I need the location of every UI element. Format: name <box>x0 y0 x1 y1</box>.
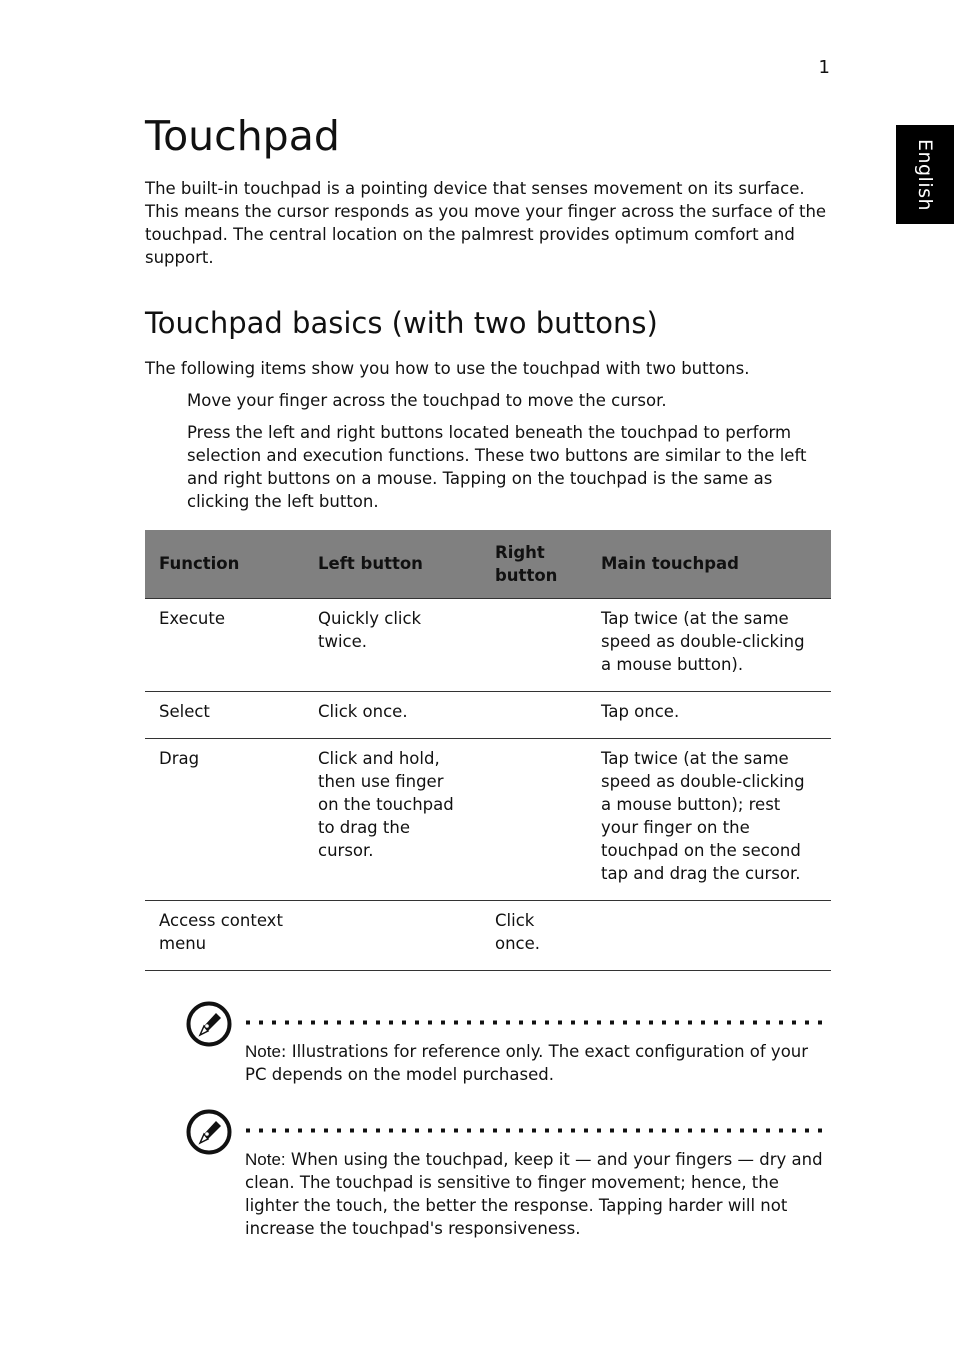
table-cell: Quickly click twice. <box>304 598 481 691</box>
table-cell <box>481 598 587 691</box>
dotted-separator <box>246 1128 831 1133</box>
table-cell <box>481 691 587 738</box>
table-cell: Click and hold, then use finger on the touchpad to drag the cursor. <box>304 738 481 900</box>
table-cell: Tap twice (at the same speed as double-clicking a mouse button); rest your finger on the touchpad on the second tap and drag the cursor. <box>587 738 831 900</box>
note-text <box>245 1040 830 1086</box>
note-pen-icon <box>185 1108 233 1156</box>
table-cell: Execute <box>145 598 304 691</box>
note-box <box>185 1000 835 1100</box>
section-lead: The following items show you how to use the touchpad with two buttons. <box>145 359 750 378</box>
note-body: When using the touchpad, keep it — and your fingers — dry and clean. The touchpad is sensitive to finger movement; hence, the lighter the touch, the better the response. Tapping harder will not increase the touchpad's responsiveness. <box>245 1150 823 1238</box>
header-left-button: Left button <box>304 530 481 598</box>
page-number: 1 <box>818 57 830 78</box>
table-row <box>145 691 831 738</box>
table-row <box>145 598 831 691</box>
table-cell: Drag <box>145 738 304 900</box>
note-body: : Illustrations for reference only. The exact configuration of your PC depends on the model purchased. <box>245 1042 809 1084</box>
header-function: Function <box>145 530 304 598</box>
table-cell: Select <box>145 691 304 738</box>
table-cell: Click once. <box>304 691 481 738</box>
section-heading: Touchpad basics (with two buttons) <box>145 306 658 340</box>
dotted-separator <box>246 1020 831 1025</box>
table-cell: Tap once. <box>587 691 831 738</box>
table-row <box>145 900 831 970</box>
language-tab-label: English <box>914 138 937 211</box>
table-cell: Tap twice (at the same speed as double-clicking a mouse button). <box>587 598 831 691</box>
page-title: Touchpad <box>145 112 340 160</box>
table-cell <box>587 900 831 970</box>
instruction-item: Move your finger across the touchpad to move the cursor. <box>187 391 667 410</box>
instruction-item: Press the left and right buttons located beneath the touchpad to perform selection and execution functions. These two buttons are similar to the left and right buttons on a mouse. Tapping on the touchpad is the same as clicking the left button. <box>187 423 807 511</box>
note-label: Note: <box>245 1150 286 1169</box>
note-pen-icon <box>185 1000 233 1048</box>
note-box <box>185 1108 835 1248</box>
table-row <box>145 738 831 900</box>
table-cell <box>304 900 481 970</box>
table-header-row <box>145 530 831 598</box>
intro-paragraph: The built-in touchpad is a pointing device that senses movement on its surface. This means the cursor responds as you move your finger across the surface of the touchpad. The central location on the palmrest provides optimum comfort and support. <box>145 179 827 267</box>
language-tab <box>896 125 954 224</box>
note-text <box>245 1148 830 1240</box>
touchpad-functions-table <box>145 530 831 971</box>
header-right-button: Right button <box>481 530 587 598</box>
note-label: Note <box>245 1042 281 1061</box>
header-main-touchpad: Main touchpad <box>587 530 831 598</box>
table-cell: Click once. <box>481 900 587 970</box>
table-cell: Access context menu <box>145 900 304 970</box>
table-cell <box>481 738 587 900</box>
